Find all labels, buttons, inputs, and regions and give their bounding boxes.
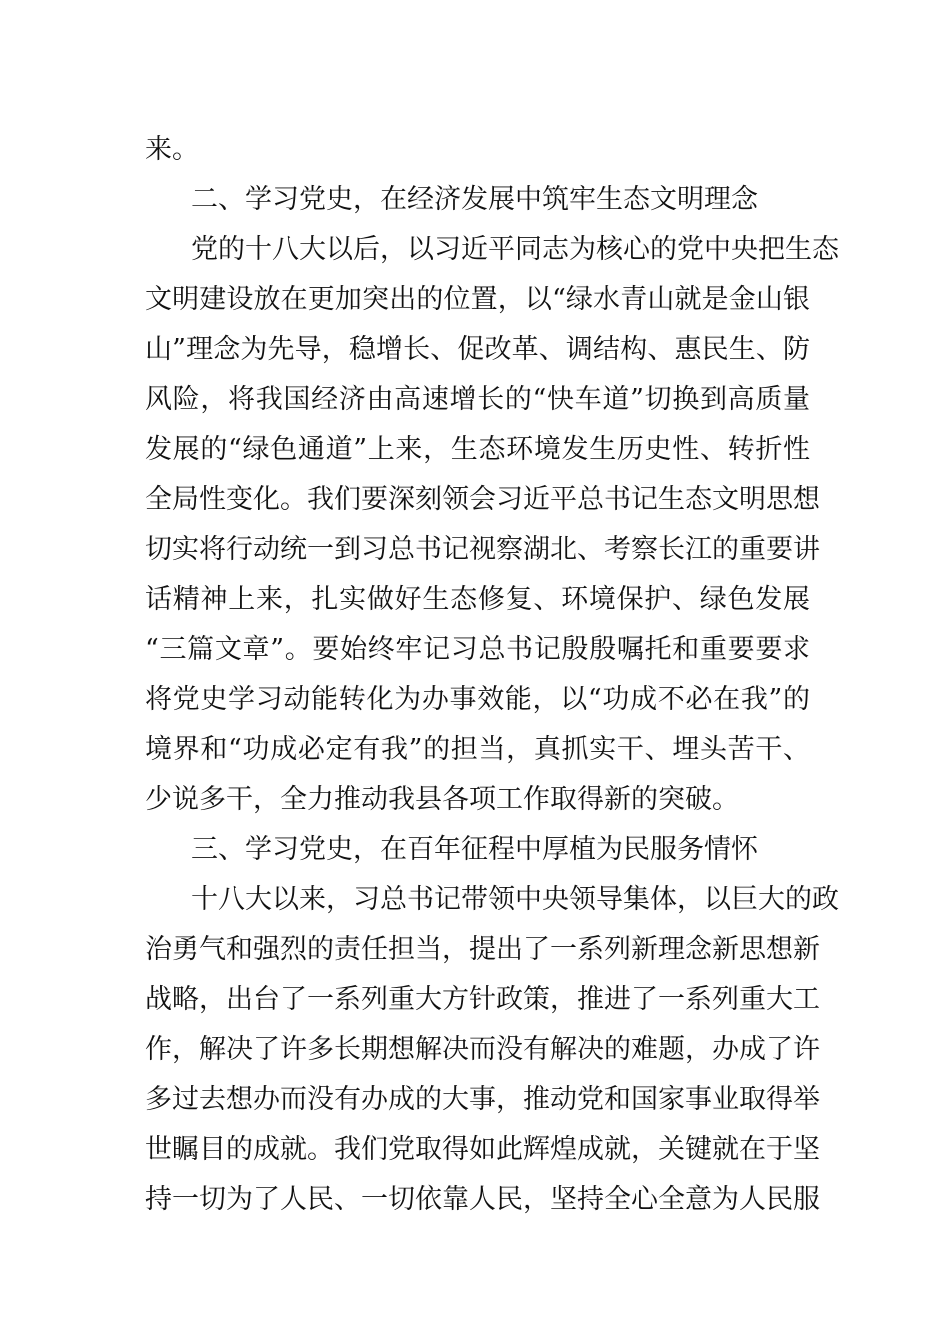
text-line: 世瞩目的成就。我们党取得如此辉煌成就，关键就在于坚 [145, 1134, 820, 1165]
text-line: 多过去想办而没有办成的大事，推动党和国家事业取得举 [145, 1084, 820, 1115]
paragraph-people [145, 875, 839, 1225]
text-line: 将党史学习动能转化为办事效能，以“功成不必在我”的 [145, 684, 810, 715]
text-line: 持一切为了人民、一切依靠人民，坚持全心全意为人民服 [145, 1184, 820, 1215]
text-line: 来。 [145, 134, 199, 165]
text-line: 切实将行动统一到习总书记视察湖北、考察长江的重要讲 [145, 534, 820, 565]
document-body [145, 125, 839, 1225]
text-line: 风险，将我国经济由高速增长的“快车道”切换到高质量 [145, 384, 810, 415]
heading-line: 二、学习党史，在经济发展中筑牢生态文明理念 [191, 184, 758, 215]
section-heading-2 [145, 175, 810, 225]
heading-line: 三、学习党史，在百年征程中厚植为民服务情怀 [191, 834, 758, 865]
text-line: 境界和“功成必定有我”的担当，真抓实干、埋头苦干、 [145, 734, 810, 765]
paragraph-ecology [145, 225, 839, 825]
text-line: 话精神上来，扎实做好生态修复、环境保护、绿色发展 [145, 584, 810, 615]
section-heading-3 [145, 825, 810, 875]
text-line: 党的十八大以后，以习近平同志为核心的党中央把生态 [191, 234, 839, 265]
text-line: 战略，出台了一系列重大方针政策，推进了一系列重大工 [145, 984, 820, 1015]
text-line: 文明建设放在更加突出的位置，以“绿水青山就是金山银 [145, 284, 810, 315]
text-line: 发展的“绿色通道”上来，生态环境发生历史性、转折性 [145, 434, 810, 465]
text-line: “三篇文章”。要始终牢记习总书记殷殷嘱托和重要要求 [145, 634, 810, 665]
text-line: 少说多干，全力推动我县各项工作取得新的突破。 [145, 784, 739, 815]
text-line: 山”理念为先导，稳增长、促改革、调结构、惠民生、防 [145, 334, 810, 365]
text-line: 作，解决了许多长期想解决而没有解决的难题，办成了许 [145, 1034, 820, 1065]
text-line: 十八大以来，习总书记带领中央领导集体，以巨大的政 [191, 884, 839, 915]
text-line: 治勇气和强烈的责任担当，提出了一系列新理念新思想新 [145, 934, 820, 965]
text-line: 全局性变化。我们要深刻领会习近平总书记生态文明思想 [145, 484, 820, 515]
paragraph-continuation [145, 125, 810, 175]
